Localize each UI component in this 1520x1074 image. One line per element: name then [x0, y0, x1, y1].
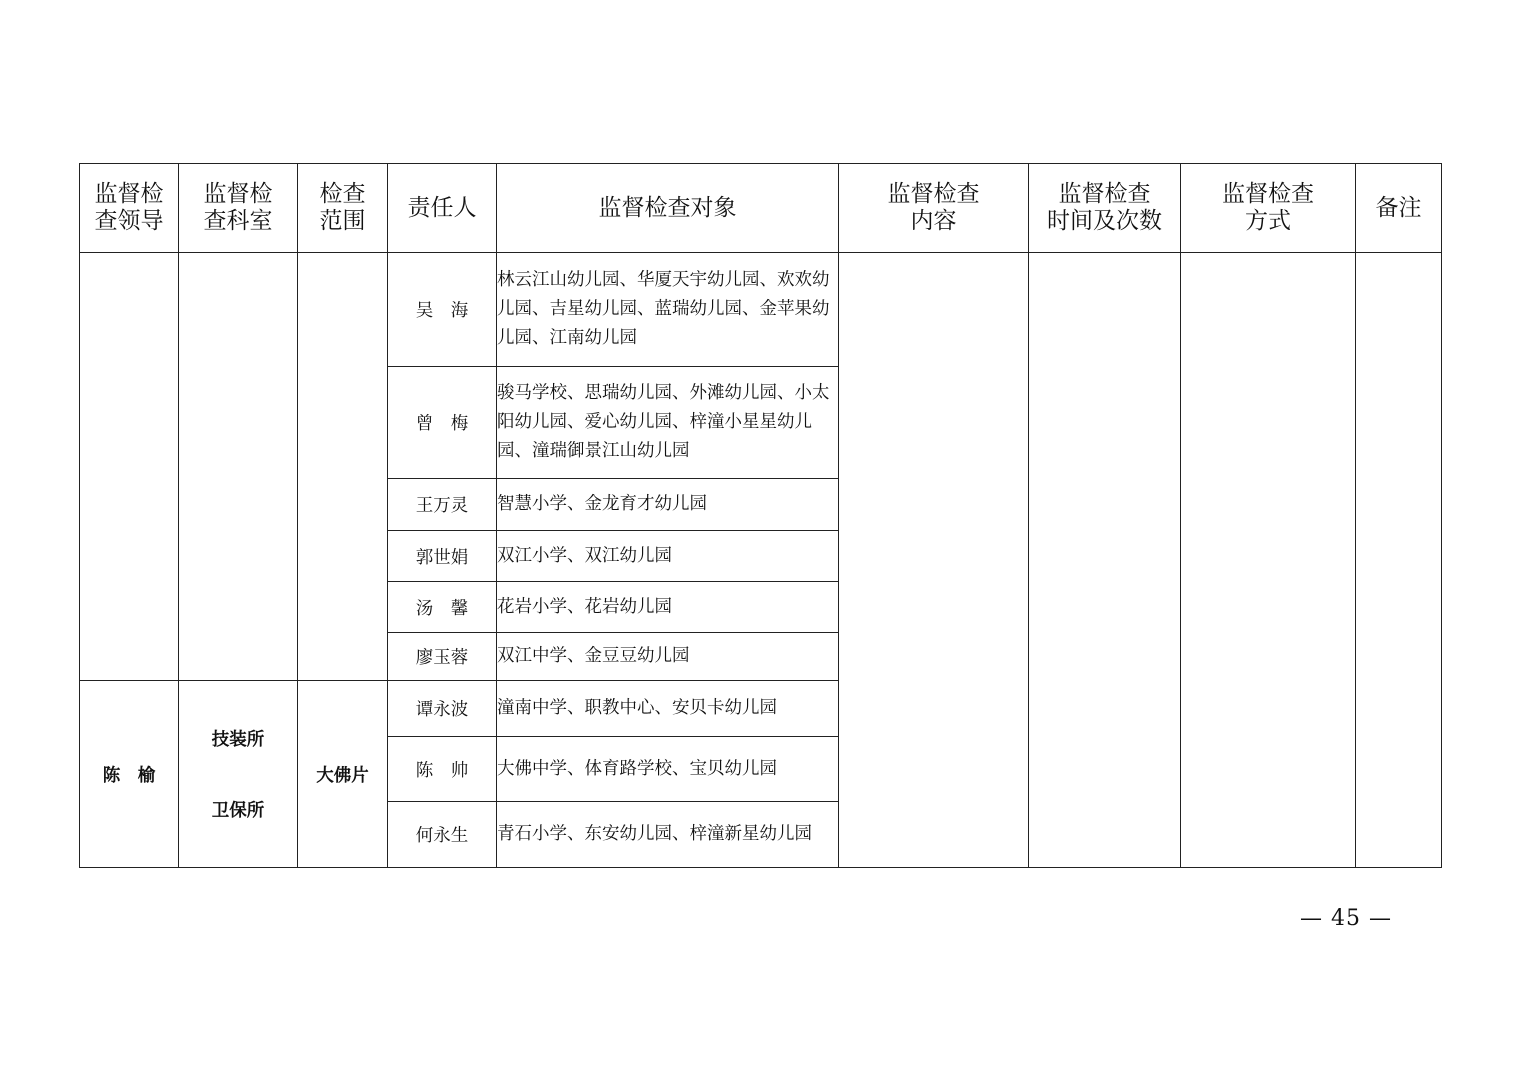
person-cell: 谭永波	[388, 681, 497, 737]
page-number: — 45 —	[1300, 906, 1392, 931]
leader-cell-group2: 陈 榆	[80, 681, 179, 868]
office-cell-group1	[179, 253, 298, 681]
header-office: 监督检 查科室	[179, 164, 298, 253]
header-objects: 监督检查对象	[497, 164, 839, 253]
objects-cell: 智慧小学、金龙育才幼儿园	[497, 479, 839, 531]
person-cell: 何永生	[388, 802, 497, 868]
person-cell: 曾 梅	[388, 367, 497, 479]
objects-cell: 双江中学、金豆豆幼儿园	[497, 633, 839, 681]
person-cell: 汤 馨	[388, 582, 497, 633]
person-cell: 王万灵	[388, 479, 497, 531]
header-notes: 备注	[1356, 164, 1442, 253]
person-cell: 廖玉蓉	[388, 633, 497, 681]
table-row	[80, 253, 1442, 367]
objects-cell: 骏马学校、思瑞幼儿园、外滩幼儿园、小太阳幼儿园、爱心幼儿园、梓潼小星星幼儿园、潼瑞御景江山幼儿园	[497, 367, 839, 479]
objects-cell: 林云江山幼儿园、华厦天宇幼儿园、欢欢幼儿园、吉星幼儿园、蓝瑞幼儿园、金苹果幼儿园、江南幼儿园	[497, 253, 839, 367]
scope-cell-group2: 大佛片	[298, 681, 388, 868]
office-cell-group2: 技装所 卫保所	[179, 681, 298, 868]
header-leader: 监督检 查领导	[80, 164, 179, 253]
person-cell: 陈 帅	[388, 737, 497, 802]
time-cell	[1029, 253, 1181, 868]
person-cell: 郭世娟	[388, 531, 497, 582]
objects-cell: 潼南中学、职教中心、安贝卡幼儿园	[497, 681, 839, 737]
objects-cell: 大佛中学、体育路学校、宝贝幼儿园	[497, 737, 839, 802]
content-cell	[839, 253, 1029, 868]
scope-cell-group1	[298, 253, 388, 681]
objects-cell: 花岩小学、花岩幼儿园	[497, 582, 839, 633]
leader-cell-group1	[80, 253, 179, 681]
objects-cell: 青石小学、东安幼儿园、梓潼新星幼儿园	[497, 802, 839, 868]
person-cell: 吴 海	[388, 253, 497, 367]
supervision-table	[79, 163, 1442, 868]
notes-cell	[1356, 253, 1442, 868]
method-cell	[1181, 253, 1356, 868]
objects-cell: 双江小学、双江幼儿园	[497, 531, 839, 582]
header-time: 监督检查 时间及次数	[1029, 164, 1181, 253]
header-content: 监督检查 内容	[839, 164, 1029, 253]
header-method: 监督检查 方式	[1181, 164, 1356, 253]
header-person: 责任人	[388, 164, 497, 253]
header-row	[80, 164, 1442, 253]
header-scope: 检查 范围	[298, 164, 388, 253]
